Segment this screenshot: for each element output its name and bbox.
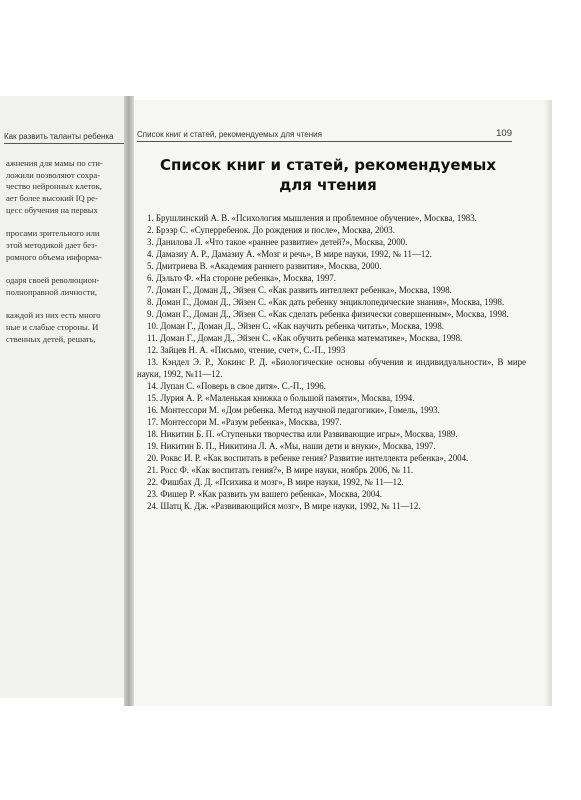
reference-item: 13. Кэндел Э. Р., Хокинс Р. Д. «Биологические основы обучения и индивидуальности», В мире науки, 1992, №11—12. — [137, 357, 526, 379]
reference-item: 14. Лупан С. «Поверь в свое дитя». С.-П., 1996. — [147, 381, 326, 391]
left-line: полноправной личности, — [6, 286, 98, 297]
reference-item: 24. Шатц К. Дж. «Развивающийся мозг», В мире науки, 1992, № 11—12. — [147, 501, 421, 511]
reference-item: 11. Доман Г., Доман Д., Эйзен С. «Как обучить ребенка математике», Москва, 1998. — [147, 333, 463, 343]
reference-item: 7. Доман Г., Доман Д., Эйзен С. «Как развить интеллект ребенка», Москва, 1998. — [147, 285, 452, 295]
left-line: одаря своей революцион- — [6, 275, 100, 286]
reference-item: 12. Зайцев Н. А. «Письмо, чтение, счет», С.-П., 1993 — [147, 345, 346, 355]
page-title: Список книг и статей, рекомендуемых для чтения — [159, 156, 497, 194]
left-line: ает более высокий IQ ре- — [6, 193, 98, 204]
reference-item: 3. Данилова Л. «Что такое «раннее развитие» детей?», Москва, 2000. — [147, 237, 408, 247]
left-page — [0, 96, 128, 698]
reference-item: 20. Роквс И. Р. «Как воспитать в ребенке гения? Развитие интеллекта ребенка», 2004. — [147, 453, 469, 463]
left-line: этой методикой дает без- — [6, 239, 98, 250]
reference-item: 8. Доман Г., Доман Д., Эйзен С. «Как дать ребенку энциклопедические знания», Москва, 1998. — [147, 297, 505, 307]
reference-item: 23. Фишер Р. «Как развить ум вашего ребенка», Москва, 2004. — [147, 489, 382, 499]
reference-item: 4. Дамазиу А. Р., Дамазиу А. «Мозг и речь», В мире науки, 1992, № 11—12. — [147, 249, 432, 259]
reference-item: 21. Росс Ф. «Как воспитать гения?», В мире науки, ноябрь 2006, № 11. — [147, 465, 414, 475]
reference-item: 5. Дмитриева В. «Академия раннего развития», Москва, 2000. — [147, 261, 382, 271]
reference-item: 6. Дэльто Ф. «На стороне ребенка», Москва, 1997. — [147, 273, 336, 283]
reference-item: 10. Доман Г., Доман Д., Эйзен С. «Как научить ребенка читать», Москва, 1998. — [147, 321, 445, 331]
reference-item: 17. Монтессори М. «Разум ребенка», Москва, 1997. — [147, 417, 342, 427]
running-header: Список книг и статей, рекомендуемых для чтения — [137, 130, 322, 139]
left-header-rule — [4, 143, 128, 144]
left-line: каждой из них есть много — [6, 310, 101, 321]
left-line: ственных детей, решать, — [6, 333, 96, 344]
reference-item: 16. Монтессори М. «Дом ребенка. Метод научной педагогики», Гомель, 1993. — [147, 405, 440, 415]
reference-item: 2. Брээр С. «Суперребенок. До рождения и после», Москва, 2003. — [147, 225, 395, 235]
page-edge-shadow — [544, 100, 552, 706]
book-gutter — [124, 96, 134, 706]
left-line: ные и слабые стороны. И — [6, 321, 99, 332]
header-rule — [137, 141, 512, 142]
left-line — [6, 263, 103, 275]
reference-item: 22. Фишбах Д. Д. «Психика и мозг», В мире науки, 1992, № 11—12. — [147, 477, 404, 487]
reference-item: 19. Никитин Б. П., Никитина Л. А. «Мы, наши дети и внуки», Москва, 1997. — [147, 441, 436, 451]
reference-item: 9. Доман Г., Доман Д., Эйзен С. «Как сделать ребенка физически совершенным», Москва, 1998. — [147, 309, 509, 319]
reference-item: 1. Брушлинский А. В. «Психология мышления и проблемное обучение», Москва, 1983. — [147, 213, 477, 223]
left-line: ажнения для мамы по сти- — [6, 158, 103, 168]
page-number: 109 — [496, 128, 512, 139]
left-page-text — [6, 158, 103, 345]
left-line: ложили позволяют сохра- — [6, 169, 101, 180]
left-running-header: Как развить таланты ребенка — [4, 132, 114, 141]
reference-item: 18. Никитин Б. П. «Ступеньки творчества или Развивающие игры», Москва, 1989. — [147, 429, 458, 439]
reference-list — [134, 212, 526, 512]
left-line: ромного объема информа- — [6, 251, 102, 262]
right-page — [134, 100, 552, 706]
left-line: чество нейронных клеток, — [6, 181, 102, 192]
left-line — [6, 298, 103, 310]
left-line — [6, 217, 103, 229]
reference-item: 15. Лурия А. Р. «Маленькая книжка о большой памяти», Москва, 1994. — [147, 393, 415, 403]
left-line: просами зрительного или — [6, 228, 100, 239]
left-line: цесс обучения на первых — [6, 204, 98, 215]
